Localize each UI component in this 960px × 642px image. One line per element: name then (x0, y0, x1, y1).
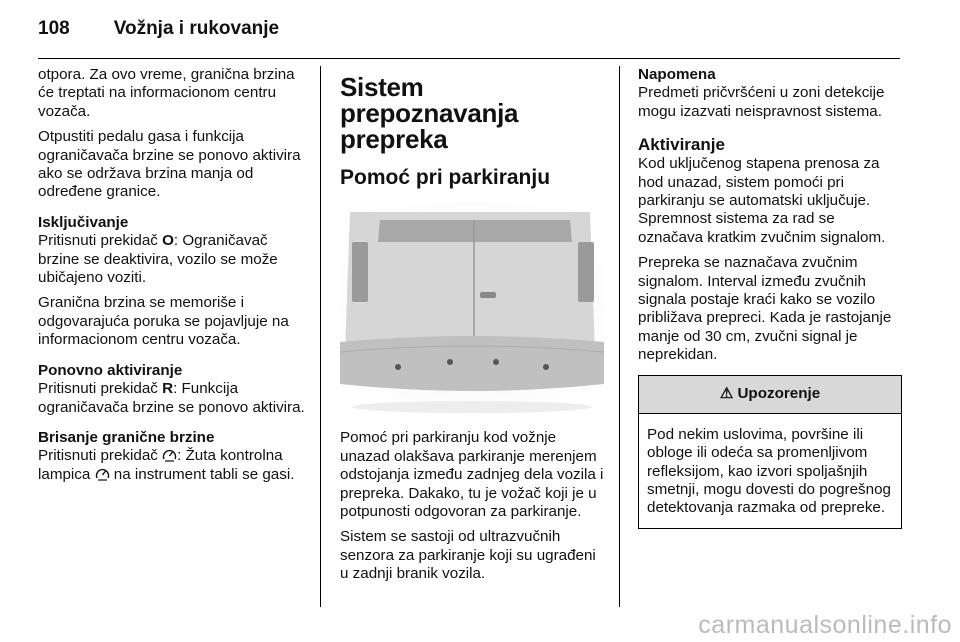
warning-text: Pod nekim uslovima, površine ili obloge ili odeća sa promenljivom refleksijom, kao izvori spoljašnjih smetnji, mogu dovesti do pogrešnog detektovanja razmaka od prepreke. (647, 425, 891, 517)
page-number: 108 (38, 18, 70, 39)
warning-title: Upozorenje (737, 384, 821, 402)
note-title: Napomena (638, 66, 716, 83)
warning-triangle-icon: ⚠ (719, 384, 734, 402)
warning-box (638, 375, 902, 529)
paragraph: Granična brzina se memoriše i odgovarajuća poruka se pojavljuje na informacionom centru vozača. (38, 294, 289, 349)
subheading-deactivation: Isključivanje (38, 213, 129, 231)
subheading-reactivation: Ponovno aktiviranje (38, 361, 183, 379)
watermark: carmanualsonline.info (698, 611, 952, 639)
switch-o-symbol: O (162, 232, 174, 250)
warning-header (639, 376, 901, 414)
switch-r-symbol: R (162, 380, 174, 398)
activation-heading: Aktiviranje (638, 135, 725, 155)
header-rule (38, 58, 900, 59)
column-middle (340, 66, 604, 591)
column-right (638, 66, 902, 529)
column-left (38, 66, 306, 491)
paragraph: otpora. Za ovo vreme, granična brzina će treptati na informacionom centru vozača. (38, 66, 295, 120)
rear-bumper-sensors-illustration (340, 202, 604, 414)
paragraph: Pritisnuti prekidač : Žuta kontrolna lampica na instrument tabli se gasi. (38, 447, 295, 483)
column-divider-2 (619, 66, 620, 607)
speed-limiter-icon (95, 467, 110, 481)
paragraph: Sistem se sastoji od ultrazvučnih senzora za parkiranje koji su ugrađeni u zadnji branik vozila. (340, 528, 596, 583)
paragraph: Prepreka se naznačava zvučnim signalom. Interval između zvučnih signala postaje kraći kako se vozilo približava prepreci. Kada je rastojanje manje od 30 cm, zvučni signal je neprekidan. (638, 254, 892, 364)
speed-limiter-icon (162, 448, 177, 462)
paragraph: Pritisnuti prekidač R: Funkcija ograničavača brzine se ponovo aktivira. (38, 380, 305, 416)
paragraph: Pomoć pri parkiranju kod vožnje unazad olakšava parkiranje merenjem odstojanja između zadnjeg dela vozila i prepreka. Dakako, tu je vožač koji je u potpunosti odgovoran za parkiranje. (340, 429, 604, 521)
paragraph: Kod uključenog stapena prenosa za hod unazad, sistem pomoći pri parkiranju se automatski uključuje. Spremnost sistema za rad se označava kratkim zvučnim signalom. (638, 155, 886, 246)
page-header (38, 18, 279, 48)
subsection-heading: Pomoć pri parkiranju (340, 166, 551, 189)
note-text: Predmeti pričvršćeni u zoni detekcije mogu izazvati neispravnost sistema. (638, 84, 885, 120)
section-heading: Sistem prepoznavanja prepreka (340, 72, 519, 154)
paragraph: Pritisnuti prekidač O: Ograničavač brzine se deaktivira, vozilo se može ubičajeno voziti. (38, 232, 278, 287)
column-divider-1 (320, 66, 321, 607)
paragraph: Otpustiti pedalu gasa i funkcija ograničavača brzine se ponovo aktivira ako se održava brzina manja od određene granice. (38, 128, 301, 201)
page-title: Vožnja i rukovanje (113, 18, 280, 39)
subheading-clear-limit: Brisanje granične brzine (38, 428, 215, 446)
